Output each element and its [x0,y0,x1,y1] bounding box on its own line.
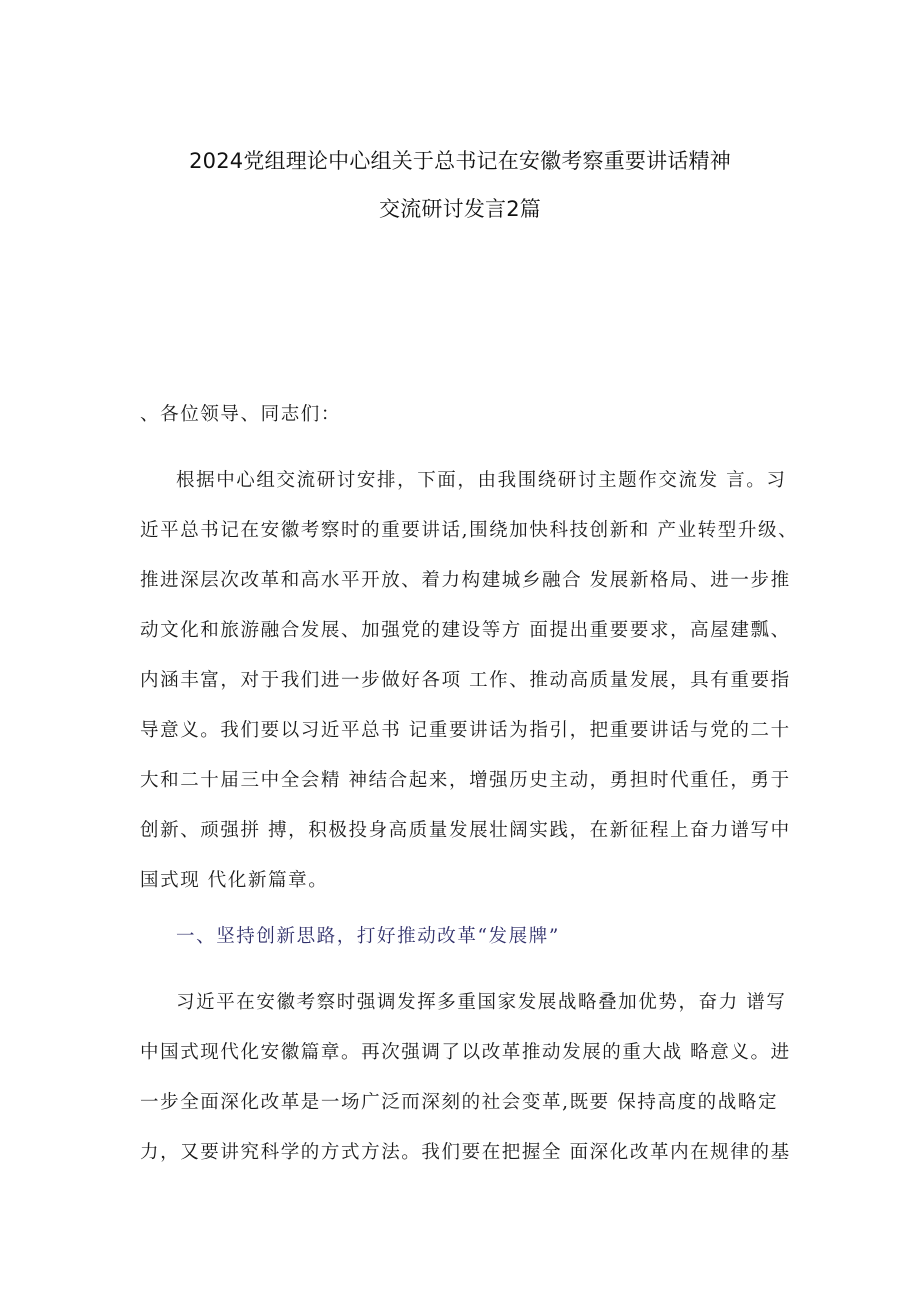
paragraph-line: 大和二十届三中全会精 神结合起来，增强历史主动，勇担时代重任，勇于 [140,770,791,791]
paragraph-line: 导意义。我们要以习近平总书 记重要讲话为指引，把重要讲话与党的二十 [140,720,791,741]
paragraph-line: 近平总书记在安徽考察时的重要讲话,围绕加快科技创新和 产业转型升级、 [140,520,799,541]
salutation: 、各位领导、同志们： [140,404,342,425]
paragraph-line: 动文化和旅游融合发展、加强党的建设等方 面提出重要要求，高屋建瓢、 [140,620,791,641]
paragraph-line: 内涵丰富，对于我们进一步做好各项 工作、推动高质量发展，具有重要指 [140,670,791,691]
paragraph-line: 一步全面深化改革是一场广泛而深刻的社会变革,既要 保持高度的战略定 [140,1092,779,1113]
paragraph-line: 推进深层次改革和高水平开放、着力构建城乡融合 发展新格局、进一步推 [140,570,791,591]
paragraph-line: 创新、顽强拼 搏，积极投身高质量发展壮阔实践，在新征程上奋力谱写中 [140,820,791,841]
paragraph-line: 力，又要讲究科学的方式方法。我们要在把握全 面深化改革内在规律的基 [140,1142,791,1163]
paragraph-line: 习近平在安徽考察时强调发挥多重国家发展战略叠加优势，奋力 谱写 [176,992,787,1013]
section-heading: 一、坚持创新思路，打好推动改革“发展牌” [176,926,560,947]
paragraph-line: 根据中心组交流研讨安排，下面，由我围绕研讨主题作交流发 言。习 [176,470,787,491]
document-title-line-2: 交流研讨发言2篇 [379,197,541,221]
document-title-line-1: 2024党组理论中心组关于总书记在安徽考察重要讲话精神 [189,149,731,173]
paragraph-line: 国式现 代化新篇章。 [140,870,329,891]
paragraph-line: 中国式现代化安徽篇章。再次强调了以改革推动发展的重大战 略意义。进 [140,1042,791,1063]
